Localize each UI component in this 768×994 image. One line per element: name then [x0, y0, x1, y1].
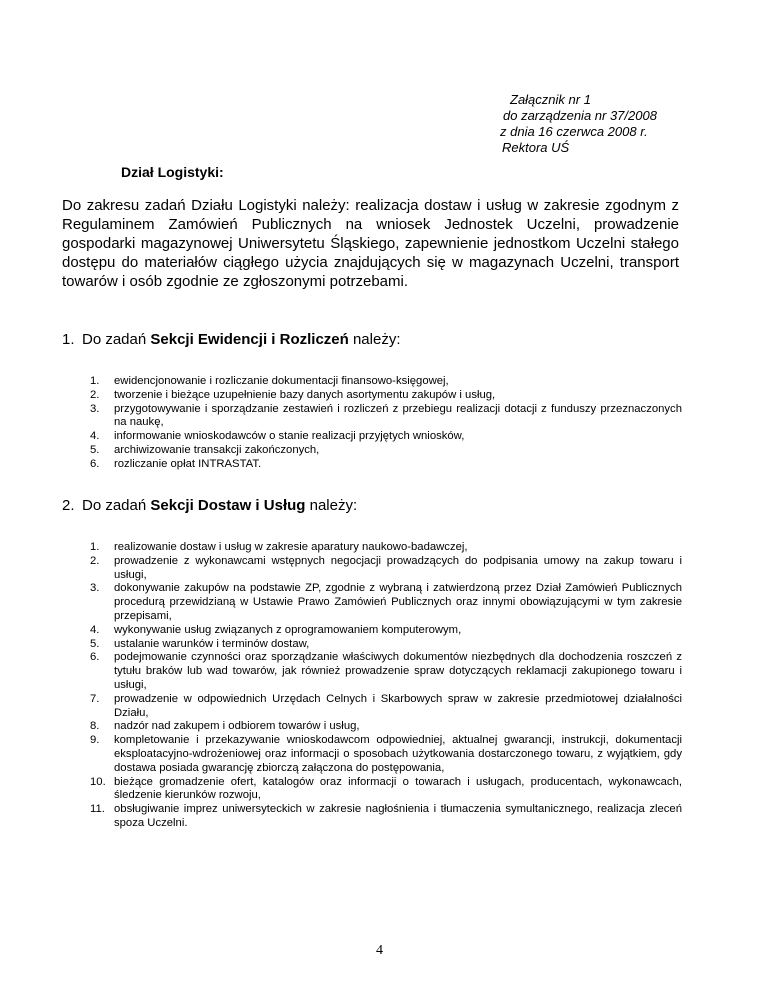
- list-item-text: dokonywanie zakupów na podstawie ZP, zgodnie z wybraną i zatwierdzoną przez Dział Zamówień Publicznych procedurą przewidzianą w Ustawie Prawo Zamówień Publicznych oraz innymi obowiązującymi w tym zakresie przepisami,: [114, 582, 682, 622]
- list-item: [90, 458, 682, 472]
- list-item: [90, 444, 682, 458]
- list-item: [90, 582, 682, 623]
- attachment-line-1: Załącznik nr 1: [510, 92, 591, 107]
- section-1-heading: [62, 331, 401, 348]
- attachment-line-2: do zarządzenia nr 37/2008: [503, 108, 657, 123]
- list-item-text: przygotowywanie i sporządzanie zestawień i rozliczeń z przebiegu realizacji dotacji z funduszy przeznaczonych na naukę,: [114, 402, 682, 429]
- list-item-number: 5.: [90, 637, 100, 650]
- attachment-line-3: z dnia 16 czerwca 2008 r.: [500, 124, 648, 139]
- list-item: [90, 389, 682, 403]
- list-item-text: obsługiwanie imprez uniwersyteckich w zakresie nagłośnienia i tłumaczenia symultanicznego, realizacja zleceń spoza Uczelni.: [114, 803, 682, 829]
- list-item-text: prowadzenie z wykonawcami wstępnych negocjacji prowadzących do podpisania umowy na zakup towaru i usługi,: [114, 554, 682, 581]
- section-2-number: 2.: [62, 497, 75, 514]
- list-item-text: wykonywanie usług związanych z oprogramowaniem komputerowym,: [114, 623, 462, 636]
- list-item-number: 3.: [90, 582, 100, 595]
- section-2-heading: [62, 497, 357, 514]
- list-item-number: 4.: [90, 430, 100, 443]
- list-item: [90, 734, 682, 775]
- section-1-list: [90, 375, 682, 472]
- section-1-suffix: należy:: [348, 331, 401, 348]
- list-item-text: rozliczanie opłat INTRASTAT.: [114, 457, 262, 470]
- list-item-text: realizowanie dostaw i usług w zakresie aparatury naukowo-badawczej,: [114, 541, 468, 553]
- list-item: [90, 803, 682, 831]
- section-2-suffix: należy:: [305, 497, 358, 514]
- section-1-prefix: Do zadań: [82, 331, 151, 348]
- list-item-text: podejmowanie czynności oraz sporządzanie właściwych dokumentów niezbędnych dla dochodzenia roszczeń z tytułu braków lub wad towarów, jak również prowadzenie spraw dotyczących reklamacji zakupionego towaru i usługi,: [114, 651, 682, 691]
- list-item: [90, 555, 682, 583]
- section-1-number: 1.: [62, 331, 75, 348]
- attachment-line-4: Rektora UŚ: [502, 140, 570, 155]
- list-item: [90, 720, 682, 734]
- list-item: [90, 403, 682, 431]
- list-item-text: informowanie wnioskodawców o stanie realizacji przyjętych wniosków,: [114, 430, 465, 443]
- list-item-number: 11.: [90, 803, 105, 816]
- list-item-text: nadzór nad zakupem i odbiorem towarów i usług,: [114, 720, 360, 733]
- list-item-number: 9.: [90, 734, 100, 747]
- list-item-number: 10.: [90, 775, 106, 788]
- list-item-text: ewidencjonowanie i rozliczanie dokumentacji finansowo-księgowej,: [114, 375, 449, 387]
- list-item: [90, 541, 682, 555]
- list-item-text: archiwizowanie transakcji zakończonych,: [114, 443, 320, 456]
- section-2-prefix: Do zadań: [82, 497, 151, 514]
- list-item-number: 1.: [90, 375, 100, 387]
- list-item: [90, 638, 682, 652]
- list-item: [90, 693, 682, 721]
- list-item: [90, 651, 682, 692]
- list-item-number: 7.: [90, 692, 100, 705]
- list-item-number: 6.: [90, 651, 100, 664]
- list-item-text: kompletowanie i przekazywanie wnioskodawcom odpowiedniej, aktualnej gwarancji, instrukcji, dokumentacji eksploatacyjno-wdrożeniowej oraz informacji o sposobach użytkowania dostarczonego towaru, z wyjątkiem, gdy dostawa posiada gwarancję zbiorczą załączona do postępowania,: [114, 734, 682, 774]
- attachment-header: [500, 92, 657, 156]
- list-item-text: ustalanie warunków i terminów dostaw,: [114, 637, 310, 650]
- list-item: [90, 776, 682, 804]
- list-item: [90, 430, 682, 444]
- intro-paragraph: Do zakresu zadań Działu Logistyki należy: realizacja dostaw i usług w zakresie zgodnym z Regulaminem Zamówień Publicznych na wniosek Jednostek Uczelni, prowadzenie gospodarki magazynowej Uniwersytetu Śląskiego, zapewnienie jednostkom Uczelni stałego dostępu do materiałów ciągłego użycia znajdujących się w magazynach Uczelni, transport towarów i osób zgodnie ze zgłoszonymi potrzebami.: [62, 197, 679, 290]
- list-item-number: 2.: [90, 388, 100, 401]
- page-number: 4: [376, 943, 383, 958]
- list-item-text: tworzenie i bieżące uzupełnienie bazy danych asortymentu zakupów i usług,: [114, 388, 496, 401]
- list-item-number: 6.: [90, 457, 100, 470]
- list-item-number: 5.: [90, 443, 100, 456]
- section-2-name: Sekcji Dostaw i Usług: [150, 497, 306, 514]
- list-item-number: 3.: [90, 402, 100, 415]
- section-2-list: [90, 541, 682, 831]
- list-item-number: 4.: [90, 623, 100, 636]
- list-item-number: 8.: [90, 720, 100, 733]
- list-item: [90, 375, 682, 389]
- list-item-number: 2.: [90, 554, 100, 567]
- list-item-number: 1.: [90, 541, 100, 553]
- list-item-text: bieżące gromadzenie ofert, katalogów oraz informacji o towarach i usługach, producentach, wykonawcach, śledzenie kierunków rozwoju,: [114, 775, 682, 802]
- list-item: [90, 624, 682, 638]
- section-1-name: Sekcji Ewidencji i Rozliczeń: [150, 331, 349, 348]
- department-title: Dział Logistyki:: [121, 164, 224, 180]
- list-item-text: prowadzenie w odpowiednich Urzędach Celnych i Skarbowych spraw w zakresie przedmiotowej działalności Działu,: [114, 692, 682, 719]
